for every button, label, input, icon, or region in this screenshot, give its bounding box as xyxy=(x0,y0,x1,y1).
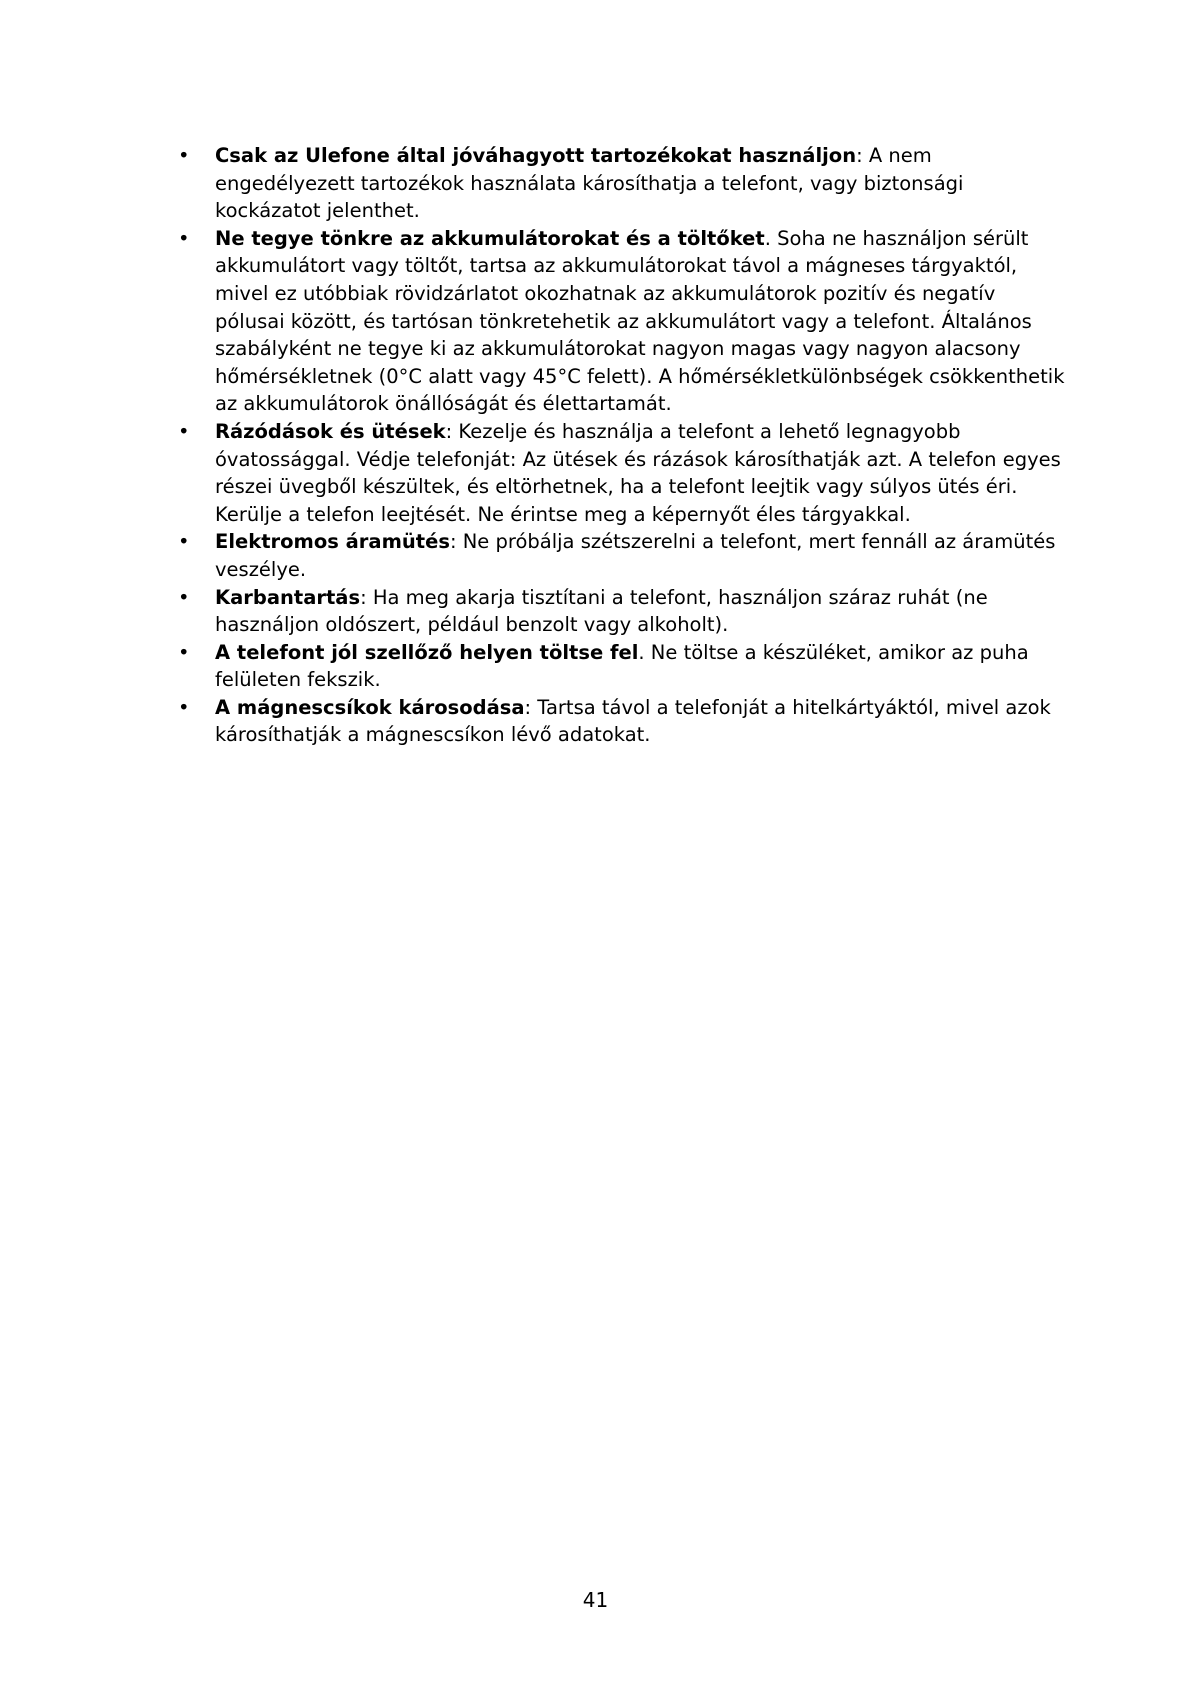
page-content xyxy=(170,142,1070,749)
item-heading: A telefont jól szellőző helyen töltse fel xyxy=(215,640,639,664)
item-text: : Ne próbálja szétszerelni a telefont, mert fennáll az áramütés veszélye. xyxy=(215,530,1056,581)
item-heading: Karbantartás xyxy=(215,585,361,609)
bullet-icon: • xyxy=(178,640,190,664)
bullet-icon: • xyxy=(178,144,190,167)
page-number: 41 xyxy=(582,1588,609,1612)
bullet-icon: • xyxy=(178,530,190,554)
bullet-icon: • xyxy=(178,695,190,719)
item-text: : Kezelje és használja a telefont a lehető legnagyobb óvatossággal. Védje telefonját: Az ütések és rázások károsíthatják azt. A telefon egyes részei üvegből készültek, és eltörhetnek, ha a telefont leejtik vagy súlyos ütés éri. Kerülje a telefon leejtését. Ne érintse meg a képernyőt éles tárgyakkal. xyxy=(215,419,1061,526)
list-item xyxy=(170,584,1070,639)
bullet-icon: • xyxy=(178,419,190,443)
list-item xyxy=(170,528,1070,583)
item-text: . Soha ne használjon sérült akkumulátort vagy töltőt, tartsa az akkumulátorokat távol a mágneses tárgyaktól, mivel ez utóbbiak rövidzárlatot okozhatnak az akkumulátorok pozitív és negatív pólusai között, és tartósan tönkretehetik az akkumulátort vagy a telefont. Általános szabályként ne tegye ki az akkumulátorokat nagyon magas vagy nagyon alacsony hőmérsékletnek (0°C alatt vagy 45°C felett). A hőmérsékletkülönbségek csökkenthetik az akkumulátorok önállóságát és élettartamát. xyxy=(215,226,1065,416)
bullet-icon: • xyxy=(178,585,190,609)
safety-list xyxy=(170,142,1070,749)
item-text: : A nem engedélyezett tartozékok használata károsíthatja a telefont, vagy biztonsági kockázatot jelenthet. xyxy=(215,144,964,223)
item-text: . Ne töltse a készüléket, amikor az puha felületen fekszik. xyxy=(215,640,1029,692)
item-heading: Csak az Ulefone által jóváhagyott tartozékokat használjon xyxy=(215,144,857,167)
bullet-icon: • xyxy=(178,226,190,250)
list-item xyxy=(170,225,1070,418)
item-heading: Ne tegye tönkre az akkumulátorokat és a töltőket xyxy=(215,226,765,250)
item-heading: Elektromos áramütés xyxy=(215,530,450,554)
item-text: : Tartsa távol a telefonját a hitelkártyáktól, mivel azok károsíthatják a mágnescsíkon lévő adatokat. xyxy=(215,695,1051,747)
item-heading: Rázódások és ütések xyxy=(215,419,446,443)
list-item xyxy=(170,694,1070,749)
list-item xyxy=(170,142,1070,225)
item-heading: A mágnescsíkok károsodása xyxy=(215,695,525,719)
list-item xyxy=(170,639,1070,694)
item-text: : Ha meg akarja tisztítani a telefont, használjon száraz ruhát (ne használjon oldószert, például benzolt vagy alkoholt). xyxy=(215,585,988,637)
list-item xyxy=(170,418,1070,528)
